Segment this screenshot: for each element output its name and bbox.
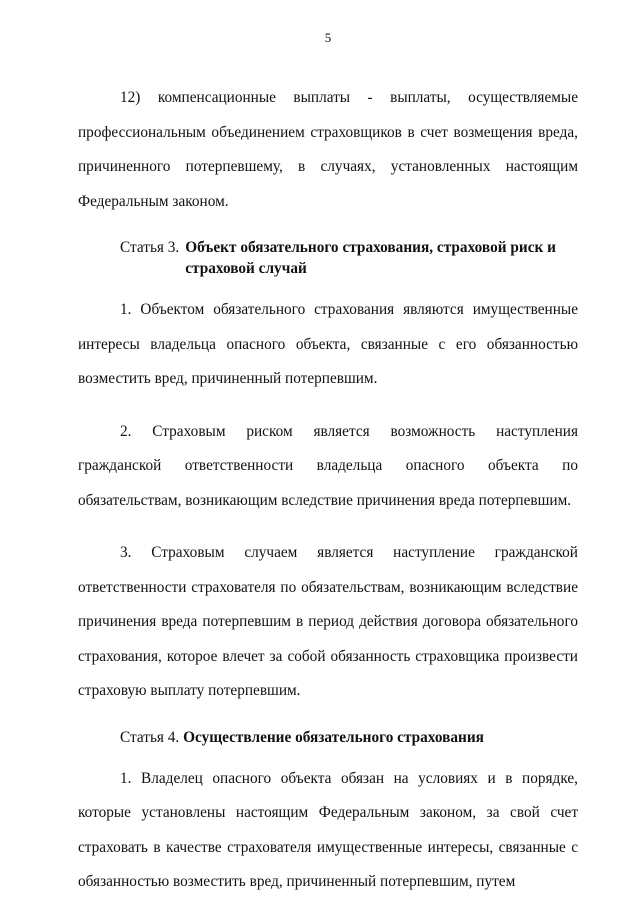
article-3-paragraph-2: 2. Страховым риском является возможность наступления гражданской ответственности владельца опасного объекта по обязательствам, возникающим вследствие причинения вреда потерпевшим. xyxy=(78,422,578,509)
article-3-heading xyxy=(78,237,578,279)
article-3-paragraph-1: 1. Объектом обязательного страхования являются имущественные интересы владельца опасного объекта, связанные с его обязанностью возместить вред, причиненный потерпевшим. xyxy=(78,301,578,387)
article-4-number: Статья 4. xyxy=(120,728,180,746)
page-number: 5 xyxy=(324,30,332,45)
article-3-number: Статья 3. xyxy=(120,239,180,256)
article-4-paragraph-1: 1. Владелец опасного объекта обязан на условиях и в порядке, которые установлены настоящим Федеральным законом, за свой счет страховать в качестве страхователя имущественные интересы, связанные с обязанностью возместить вред, причиненный потерпевшим, путем xyxy=(78,769,578,890)
definition-item-12: 12) компенсационные выплаты - выплаты, осуществляемые профессиональным объединением страховщиков в счет возмещения вреда, причиненного потерпевшему, в случаях, установленных настоящим Федеральным законом. xyxy=(78,89,578,210)
article-3-paragraph-3: 3. Страховым случаем является наступление гражданской ответственности страхователя по обязательствам, возникающим вследствие причинения вреда потерпевшим в период действия договора обязательного страхования, которое влечет за собой обязанность страховщика произвести страховую выплату потерпевшим. xyxy=(78,544,578,699)
article-3-title: Объект обязательного страхования, страховой риск и страховой случай xyxy=(185,239,556,277)
article-4-title: Осуществление обязательного страхования xyxy=(183,728,484,746)
article-4-heading xyxy=(78,727,578,748)
